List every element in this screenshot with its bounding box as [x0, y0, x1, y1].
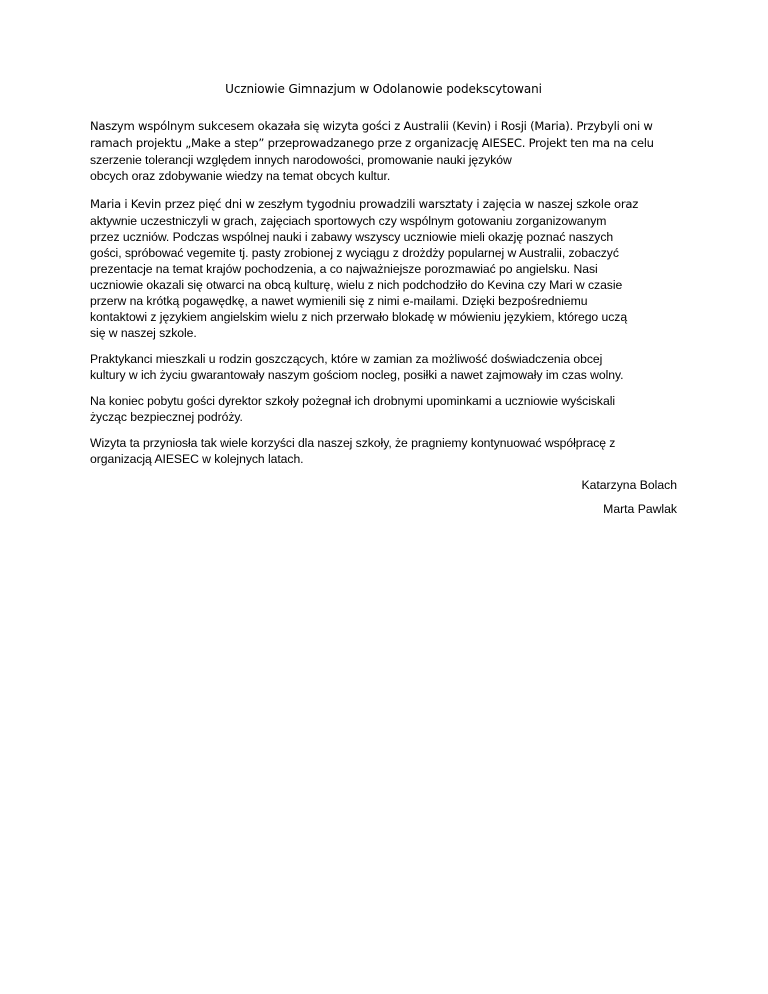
- paragraph-conclusion: [90, 435, 677, 467]
- paragraph-line: Naszym wspólnym sukcesem okazała się wizyta gości z Australii (Kevin) i Rosji (Maria). Przybyli oni w: [90, 119, 653, 133]
- paragraph-line: organizacją AIESEC w kolejnych latach.: [90, 452, 304, 466]
- signature-author-1: Katarzyna Bolach: [581, 478, 677, 492]
- paragraph-line: gości, spróbować vegemite tj. pasty zrobionej z wyciągu z drożdży popularnej w Australii, zobaczyć: [90, 246, 619, 260]
- document-page: [90, 80, 677, 517]
- paragraph-line: szerzenie tolerancji względem innych narodowości, promowanie nauki języków: [90, 153, 512, 167]
- signature-author-2: Marta Pawlak: [603, 502, 677, 516]
- paragraph-line: ramach projektu „Make a step” przeprowadzanego prze z organizację AIESEC. Projekt ten ma na celu: [90, 136, 654, 150]
- document-title: Uczniowie Gimnazjum w Odolanowie podekscytowani: [225, 82, 542, 96]
- paragraph-line: życząc bezpiecznej podróży.: [90, 410, 243, 424]
- paragraph-intro: [90, 118, 677, 184]
- paragraph-line: się w naszej szkole.: [90, 326, 197, 340]
- paragraph-line: kontaktowi z językiem angielskim wielu z nich przerwało blokadę w mówieniu językiem, którego uczą: [90, 310, 628, 324]
- paragraph-line: kultury w ich życiu gwarantowały naszym gościom nocleg, posiłki a nawet zajmowały im czas wolny.: [90, 368, 624, 382]
- paragraph-line: Na koniec pobytu gości dyrektor szkoły pożegnał ich drobnymi upominkami a uczniowie wyściskali: [90, 394, 616, 408]
- paragraph-line: prezentacje na temat krajów pochodzenia, a co najważniejsze porozmawiać po angielsku. Nasi: [90, 262, 598, 276]
- paragraph-line: aktywnie uczestniczyli w grach, zajęciach sportowych czy wspólnym gotowaniu zorganizowanym: [90, 214, 607, 228]
- paragraph-activities: [90, 196, 677, 341]
- paragraph-line: przez uczniów. Podczas wspólnej nauki i zabawy wszyscy uczniowie mieli okazję poznać naszych: [90, 230, 614, 244]
- paragraph-line: Wizyta ta przyniosła tak wiele korzyści dla naszej szkoły, że pragniemy kontynuować współpracę z: [90, 436, 616, 450]
- paragraph-line: uczniowie okazali się otwarci na obcą kulturę, wielu z nich podchodziło do Kevina czy Mari w czasie: [90, 278, 623, 292]
- paragraph-host-families: [90, 351, 677, 383]
- paragraph-line: obcych oraz zdobywanie wiedzy na temat obcych kultur.: [90, 169, 391, 183]
- paragraph-line: Praktykanci mieszkali u rodzin goszczących, które w zamian za możliwość doświadczenia obcej: [90, 352, 603, 366]
- paragraph-line: przerw na krótką pogawędkę, a nawet wymienili się z nimi e-mailami. Dzięki bezpośredniemu: [90, 294, 588, 308]
- paragraph-line: Maria i Kevin przez pięć dni w zeszłym tygodniu prowadzili warsztaty i zajęcia w naszej szkole oraz: [90, 197, 639, 211]
- paragraph-farewell: [90, 393, 677, 425]
